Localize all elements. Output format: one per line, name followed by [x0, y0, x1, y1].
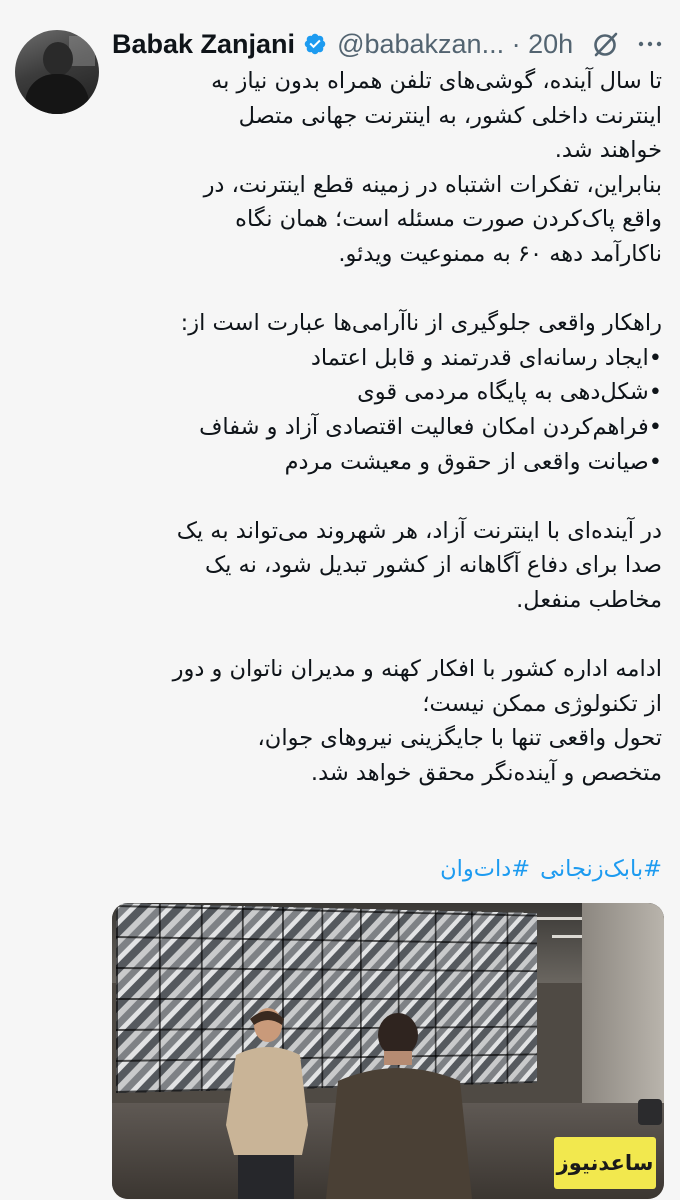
tweet-line: تا سال آینده، گوشی‌های تلفن همراه بدون نیاز به	[211, 68, 662, 94]
bullet-item: •صیانت واقعی از حقوق و معیشت مردم	[284, 448, 662, 475]
author-name[interactable]: Babak Zanjani	[112, 28, 296, 59]
tweet-text	[118, 64, 662, 790]
tweet-line: ناکارآمد دهه ۶۰ به ممنوعیت ویدئو.	[338, 240, 662, 267]
tweet-line: متخصص و آینده‌نگر محقق خواهد شد.	[310, 759, 662, 786]
watermark-text: ساعدنیوز	[556, 1151, 654, 1175]
tweet-media-photo[interactable]	[112, 903, 664, 1199]
tweet-line: صدا برای دفاع آگاهانه از کشور تبدیل شود، نه یک	[204, 552, 662, 579]
office-chair	[638, 1099, 662, 1125]
timestamp[interactable]: 20h	[528, 28, 574, 59]
verified-badge-icon	[303, 32, 327, 56]
hashtag-link[interactable]: #بابک‌زنجانی	[540, 856, 662, 882]
paragraph-gap	[118, 618, 662, 653]
tweet-line: ادامه اداره کشور با افکار کهنه و مدیران ناتوان و دور	[172, 656, 662, 683]
tweet-line: بنابراین، تفکرات اشتباه در زمینه قطع اینترنت، در	[203, 171, 662, 198]
paragraph-gap	[118, 479, 662, 514]
person-back	[326, 1011, 472, 1199]
grok-icon[interactable]	[592, 30, 620, 58]
avatar[interactable]	[15, 30, 99, 114]
handle-text: @babakzan...	[337, 28, 505, 59]
tweet-line: راهکار واقعی جلوگیری از ناآرامی‌ها عبارت است از:	[180, 310, 662, 337]
tweet-line: تحول واقعی تنها با جایگزینی نیروهای جوان،	[257, 725, 662, 752]
tweet-header	[112, 26, 573, 62]
tweet-line: خواهند شد.	[554, 137, 662, 164]
tweet-line: واقع پاک‌کردن صورت مسئله است؛ همان نگاه	[235, 206, 662, 233]
paragraph-gap	[118, 272, 662, 307]
dot-separator: ·	[511, 28, 521, 59]
tweet-line: از تکنولوژی ممکن نیست؛	[422, 690, 662, 717]
watermark-badge	[554, 1137, 656, 1189]
bullet-item: •شکل‌دهی به پایگاه مردمی قوی	[357, 379, 662, 406]
tweet-line: در آینده‌ای با اینترنت آزاد، هر شهروند می‌تواند به یک	[176, 517, 662, 544]
hashtag-row	[118, 852, 662, 886]
person-standing	[220, 1005, 312, 1199]
bullet-item: •فراهم‌کردن امکان فعالیت اقتصادی آزاد و شفاف	[199, 413, 662, 440]
more-icon[interactable]	[636, 34, 664, 54]
tweet-line: مخاطب منفعل.	[516, 586, 662, 613]
tweet-line: اینترنت داخلی کشور، به اینترنت جهانی متصل	[238, 102, 662, 129]
bullet-item: •ایجاد رسانه‌ای قدرتمند و قابل اعتماد	[310, 344, 662, 371]
author-handle[interactable]	[337, 29, 573, 60]
hashtag-link[interactable]: #دات‌وان	[440, 856, 531, 882]
